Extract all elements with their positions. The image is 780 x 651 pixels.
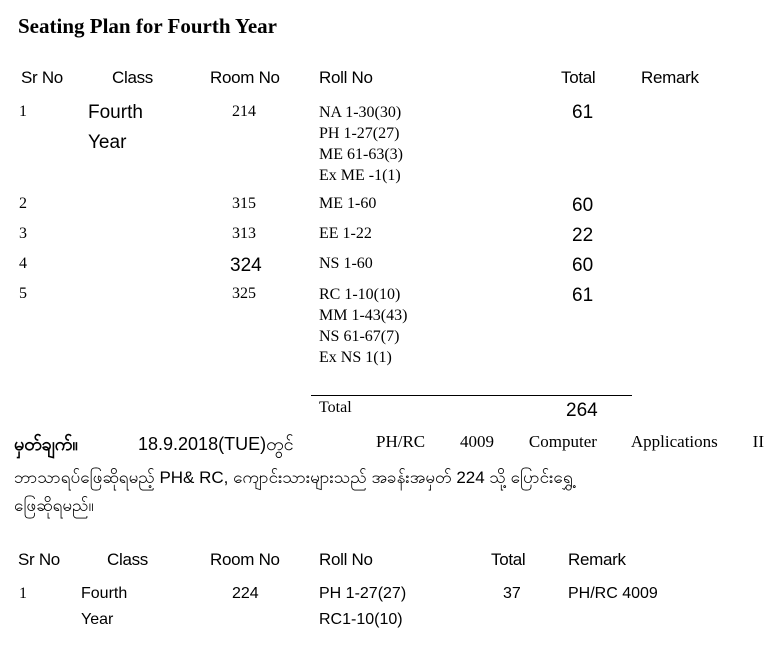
table1-row-1-roll-line-2: PH 1-27(27) <box>319 125 400 142</box>
table1-row-5-roll-line-1: RC 1-10(10) <box>319 286 401 303</box>
table2-row-1-class <box>81 581 127 633</box>
table1-row-1-roll-line-1: NA 1-30(30) <box>319 104 402 121</box>
note-line-2: ဘာသာရပ်ဖြေဆိုရမည့် PH& RC, ကျောင်းသားများသည် အခန်းအမှတ် 224 သို့ ပြောင်းရွှေ့ <box>14 468 573 487</box>
table1-header-class: Class <box>112 68 154 87</box>
table1-row-1-class-line-2: Year <box>88 132 127 153</box>
table1-header-remark: Remark <box>641 68 699 87</box>
table1-row-2-sr: 2 <box>19 195 27 212</box>
table1-row-5-roll-line-3: NS 61-67(7) <box>319 328 400 345</box>
table1-row-5-total: 61 <box>572 285 594 306</box>
table1-row-1-roll-line-4: Ex ME -1(1) <box>319 167 401 184</box>
table1-row-1-total: 61 <box>572 102 594 123</box>
table2-header-sr: Sr No <box>18 550 60 569</box>
table2-row-1-roll <box>319 581 406 633</box>
note-subject: PH/RC 4009 Computer Applications II <box>376 432 764 451</box>
table1-row-1-sr: 1 <box>19 103 27 120</box>
table1-row-3-room: 313 <box>232 225 256 242</box>
note-date: 18.9.2018(TUE)တွင် <box>138 434 294 454</box>
table1-row-1-class <box>88 98 143 158</box>
table1-row-1-class-line-1: Fourth <box>88 102 143 123</box>
table2-header-roll: Roll No <box>319 550 373 569</box>
table1-row-5-roll-line-2: MM 1-43(43) <box>319 307 408 324</box>
page-title: Seating Plan for Fourth Year <box>18 14 277 38</box>
table1-row-2-room: 315 <box>232 195 256 212</box>
table2-header-total: Total <box>491 550 526 569</box>
table2-row-1-class-line-2: Year <box>81 611 114 628</box>
table1-header-total: Total <box>561 68 596 87</box>
table1-row-2-roll: ME 1-60 <box>319 195 377 212</box>
table1-header-roll: Roll No <box>319 68 373 87</box>
total-divider <box>311 395 632 396</box>
table1-row-1-roll <box>319 102 403 186</box>
table1-row-4-roll: NS 1-60 <box>319 255 373 272</box>
table1-row-2-total: 60 <box>572 195 594 216</box>
table1-row-3-sr: 3 <box>19 225 27 242</box>
table1-row-5-room: 325 <box>232 285 256 302</box>
table2-row-1-class-line-1: Fourth <box>81 585 128 602</box>
table1-row-5-roll-line-4: Ex NS 1(1) <box>319 349 392 366</box>
note-label: မှတ်ချက်။ <box>14 434 78 454</box>
table1-row-4-room: 324 <box>230 255 262 276</box>
table2-row-1-sr: 1 <box>19 585 27 602</box>
table1-row-4-total: 60 <box>572 255 594 276</box>
table2-row-1-room: 224 <box>232 585 259 602</box>
table1-row-4-sr: 4 <box>19 255 27 272</box>
total-value: 264 <box>566 400 598 421</box>
note-line-3: ဖြေဆိုရမည်။ <box>14 496 94 515</box>
table1-row-3-total: 22 <box>572 225 594 246</box>
total-label: Total <box>319 399 352 416</box>
table1-row-5-roll <box>319 284 407 368</box>
table1-row-5-sr: 5 <box>19 285 27 302</box>
table1-header-sr: Sr No <box>21 68 63 87</box>
table1-header-room: Room No <box>210 68 280 87</box>
table1-row-3-roll: EE 1-22 <box>319 225 372 242</box>
table2-row-1-roll-line-1: PH 1-27(27) <box>319 585 407 602</box>
table2-header-class: Class <box>107 550 149 569</box>
table2-row-1-roll-line-2: RC1-10(10) <box>319 611 403 628</box>
table2-header-remark: Remark <box>568 550 626 569</box>
table1-row-1-room: 214 <box>232 103 256 120</box>
table2-row-1-remark: PH/RC 4009 <box>568 585 658 602</box>
table1-row-1-roll-line-3: ME 61-63(3) <box>319 146 403 163</box>
table2-header-room: Room No <box>210 550 280 569</box>
table2-row-1-total: 37 <box>503 585 521 602</box>
